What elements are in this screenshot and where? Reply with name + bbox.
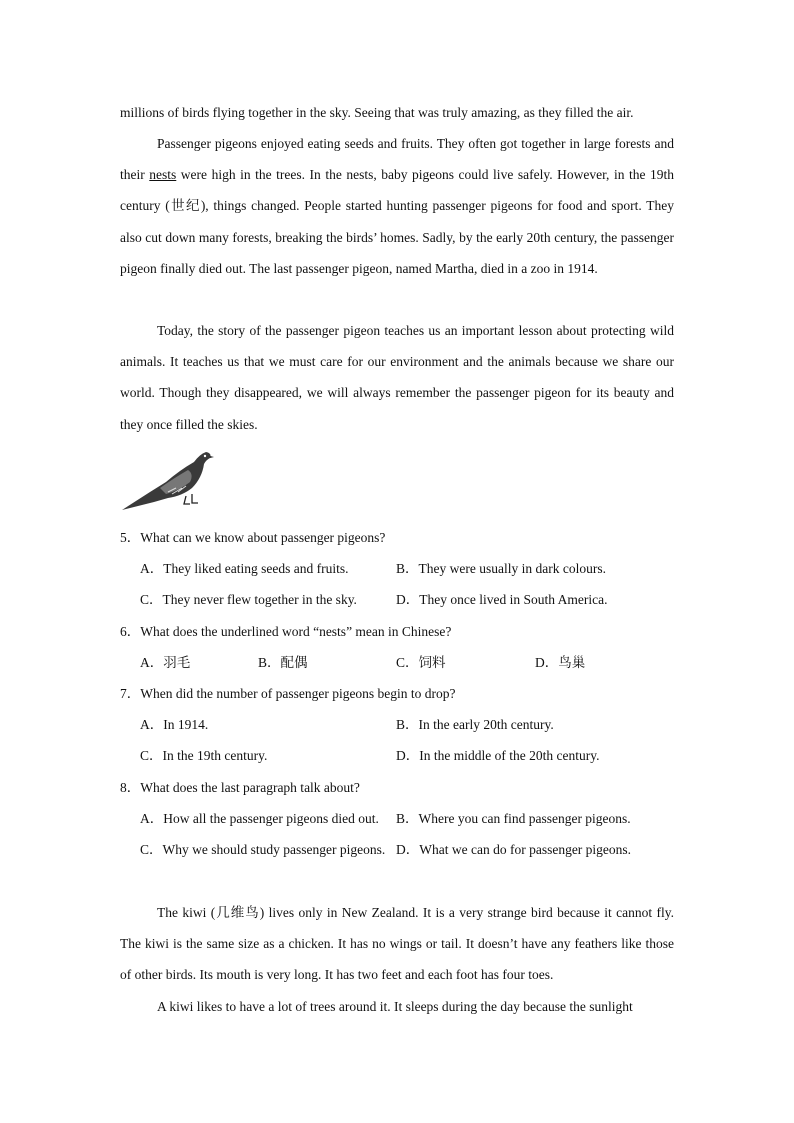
paragraph-1: millions of birds flying together in the sky. Seeing that was truly amazing, as they filled the air. [120, 105, 634, 120]
question-8-option-c: C．Why we should study passenger pigeons. [140, 842, 386, 857]
question-7-option-a: A．In 1914. [140, 717, 209, 732]
question-6-option-d: D．鸟巢 [535, 655, 586, 670]
question-6-option-c: C．饲料 [396, 655, 446, 670]
kiwi-paragraph-1: The kiwi (几维鸟) lives only in New Zealand. It is a very strange bird because it cannot fly. The kiwi is the same size as a chicken. It has no wings or tail. It doesn’t have any feathers like those of other birds. Its mouth is very long. It has two feet and each foot has four toes. [120, 905, 674, 983]
paragraph-2-part-2: were high in the trees. In the nests, baby pigeons could live safely. However, in the 19th century (世纪), things changed. People started hunting passenger pigeons for food and sport. They also cut down many forests, breaking the birds’ homes. Sadly, by the early 20th century, the passenger pigeon finally died out. The last passenger pigeon, named Martha, died in a zoo in 1914. [120, 167, 674, 276]
question-8-option-d: D．What we can do for passenger pigeons. [396, 842, 632, 857]
question-6-option-b: B．配偶 [258, 655, 308, 670]
question-7-option-d: D．In the middle of the 20th century. [396, 748, 600, 763]
question-6-stem: 6．What does the underlined word “nests” mean in Chinese? [120, 624, 452, 639]
question-7-stem: 7．When did the number of passenger pigeons begin to drop? [120, 686, 456, 701]
question-5-option-d: D．They once lived in South America. [396, 592, 608, 607]
paragraph-2 [120, 128, 674, 284]
question-6-option-a: A．羽毛 [140, 655, 191, 670]
paragraph-3: Today, the story of the passenger pigeon teaches us an important lesson about protecting wild animals. It teaches us that we must care for our environment and the animals because we share our world. Though they disappeared, we will always remember the passenger pigeon for its beauty and they once filled the skies. [120, 323, 674, 432]
question-8-stem: 8．What does the last paragraph talk about? [120, 780, 360, 795]
kiwi-paragraph-2: A kiwi likes to have a lot of trees around it. It sleeps during the day because the sunlight [157, 999, 633, 1014]
question-8-option-b: B．Where you can find passenger pigeons. [396, 811, 631, 826]
question-7-option-b: B．In the early 20th century. [396, 717, 554, 732]
question-7-option-c: C．In the 19th century. [140, 748, 268, 763]
question-8-option-a: A．How all the passenger pigeons died out. [140, 811, 379, 826]
question-5-option-c: C．They never flew together in the sky. [140, 592, 357, 607]
question-5-option-a: A．They liked eating seeds and fruits. [140, 561, 349, 576]
question-5-stem: 5．What can we know about passenger pigeons? [120, 530, 386, 545]
underlined-word-nests: nests [149, 167, 177, 183]
passenger-pigeon-illustration [120, 448, 214, 512]
paragraph-2-part-1: Passenger pigeons enjoyed eating seeds and fruits. They often got together in large forests and their [120, 136, 674, 183]
question-5-option-b: B．They were usually in dark colours. [396, 561, 606, 576]
